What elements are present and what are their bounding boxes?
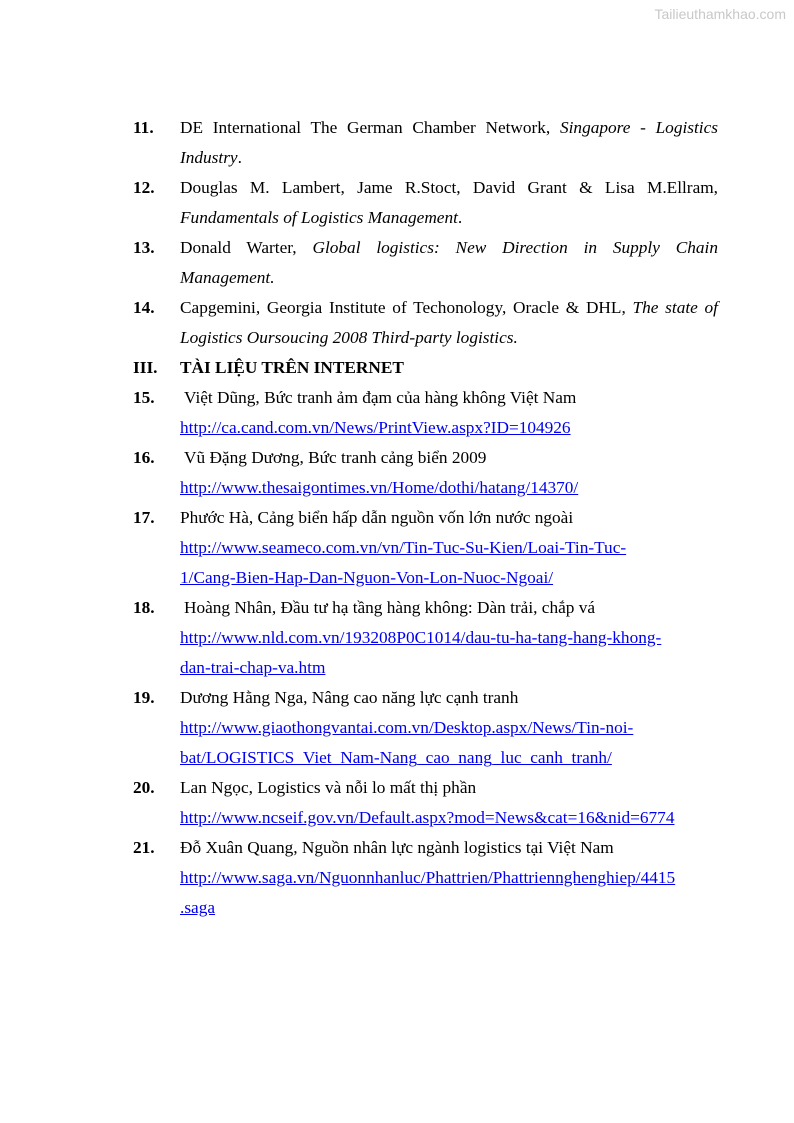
reference-title: The state of Logistics Oursoucing 2008 Third-party logistics. bbox=[180, 298, 718, 347]
reference-link[interactable]: .saga bbox=[180, 898, 216, 917]
web-reference-entry bbox=[133, 833, 718, 923]
reference-text: Hoàng Nhân, Đầu tư hạ tầng hàng không: Dàn trải, chắp vá bbox=[184, 598, 596, 617]
reference-title-end: . bbox=[457, 208, 463, 227]
reference-link[interactable]: http://www.nld.com.vn/193208P0C1014/dau-tu-ha-tang-hang-khong- bbox=[180, 628, 662, 647]
web-reference-entry bbox=[133, 443, 718, 503]
reference-list bbox=[133, 113, 718, 923]
reference-number: 12. bbox=[133, 178, 155, 197]
reference-author: Douglas M. Lambert, Jame R.Stoct, David Grant & Lisa M.Ellram, bbox=[180, 178, 718, 197]
watermark: Tailieuthamkhao.com bbox=[654, 6, 786, 22]
reference-text: Việt Dũng, Bức tranh ảm đạm của hàng không Việt Nam bbox=[184, 388, 577, 407]
reference-text bbox=[180, 293, 718, 353]
reference-number: 20. bbox=[133, 778, 155, 797]
reference-title: Global logistics: New Direction in Supply Chain Management. bbox=[180, 238, 718, 287]
web-reference-entry bbox=[133, 683, 718, 773]
reference-number: 16. bbox=[133, 448, 155, 467]
reference-entry bbox=[133, 293, 718, 353]
reference-link[interactable]: http://www.ncseif.gov.vn/Default.aspx?mod=News&cat=16&nid=6774 bbox=[180, 808, 675, 827]
reference-author: Capgemini, Georgia Institute of Techonology, Oracle & DHL, bbox=[180, 298, 626, 317]
section-number: III. bbox=[133, 358, 158, 377]
reference-number: 14. bbox=[133, 298, 155, 317]
reference-text: Lan Ngọc, Logistics và nỗi lo mất thị phần bbox=[180, 778, 477, 797]
reference-number: 17. bbox=[133, 508, 155, 527]
reference-title-end: . bbox=[237, 148, 242, 167]
reference-link[interactable]: bat/LOGISTICS_Viet_Nam-Nang_cao_nang_luc_canh_tranh/ bbox=[180, 748, 612, 767]
reference-number: 18. bbox=[133, 598, 155, 617]
reference-body bbox=[180, 503, 718, 593]
reference-text: Dương Hằng Nga, Nâng cao năng lực cạnh tranh bbox=[180, 688, 519, 707]
reference-entry bbox=[133, 173, 718, 233]
reference-body bbox=[180, 593, 718, 683]
reference-link[interactable]: http://www.saga.vn/Nguonnhanluc/Phattrien/Phattriennghenghiep/4415 bbox=[180, 868, 676, 887]
reference-link[interactable]: http://ca.cand.com.vn/News/PrintView.aspx?ID=104926 bbox=[180, 418, 571, 437]
reference-number: 13. bbox=[133, 238, 155, 257]
reference-link[interactable]: http://www.thesaigontimes.vn/Home/dothi/hatang/14370/ bbox=[180, 478, 579, 497]
reference-text: Phước Hà, Cảng biển hấp dẫn nguồn vốn lớn nước ngoài bbox=[180, 508, 574, 527]
reference-title: Fundamentals of Logistics Management bbox=[180, 208, 458, 227]
reference-body bbox=[180, 833, 718, 923]
reference-text bbox=[180, 173, 718, 233]
reference-body bbox=[180, 383, 718, 443]
reference-number: 11. bbox=[133, 118, 154, 137]
reference-entry bbox=[133, 233, 718, 293]
reference-author: DE International The German Chamber Network, bbox=[180, 118, 551, 137]
reference-text bbox=[180, 233, 718, 293]
reference-number: 15. bbox=[133, 388, 155, 407]
reference-link[interactable]: http://www.giaothongvantai.com.vn/Desktop.aspx/News/Tin-noi- bbox=[180, 718, 634, 737]
reference-entry bbox=[133, 113, 718, 173]
reference-text: Đỗ Xuân Quang, Nguồn nhân lực ngành logistics tại Việt Nam bbox=[180, 838, 614, 857]
reference-link[interactable]: http://www.seameco.com.vn/vn/Tin-Tuc-Su-Kien/Loai-Tin-Tuc- bbox=[180, 538, 627, 557]
reference-number: 21. bbox=[133, 838, 155, 857]
section-title: TÀI LIỆU TRÊN INTERNET bbox=[180, 358, 404, 377]
web-reference-entry bbox=[133, 383, 718, 443]
reference-author: Donald Warter, bbox=[180, 238, 297, 257]
reference-text bbox=[180, 113, 718, 173]
reference-number: 19. bbox=[133, 688, 155, 707]
reference-link[interactable]: dan-trai-chap-va.htm bbox=[180, 658, 326, 677]
reference-title: Singapore - Logistics Industry bbox=[180, 118, 718, 167]
reference-body bbox=[180, 443, 718, 503]
section-heading bbox=[133, 353, 718, 383]
reference-text: Vũ Đặng Dương, Bức tranh cảng biển 2009 bbox=[184, 448, 487, 467]
web-reference-entry bbox=[133, 773, 718, 833]
reference-body bbox=[180, 683, 718, 773]
reference-body bbox=[180, 773, 718, 833]
web-reference-entry bbox=[133, 503, 718, 593]
web-reference-entry bbox=[133, 593, 718, 683]
reference-link[interactable]: 1/Cang-Bien-Hap-Dan-Nguon-Von-Lon-Nuoc-Ngoai/ bbox=[180, 568, 554, 587]
